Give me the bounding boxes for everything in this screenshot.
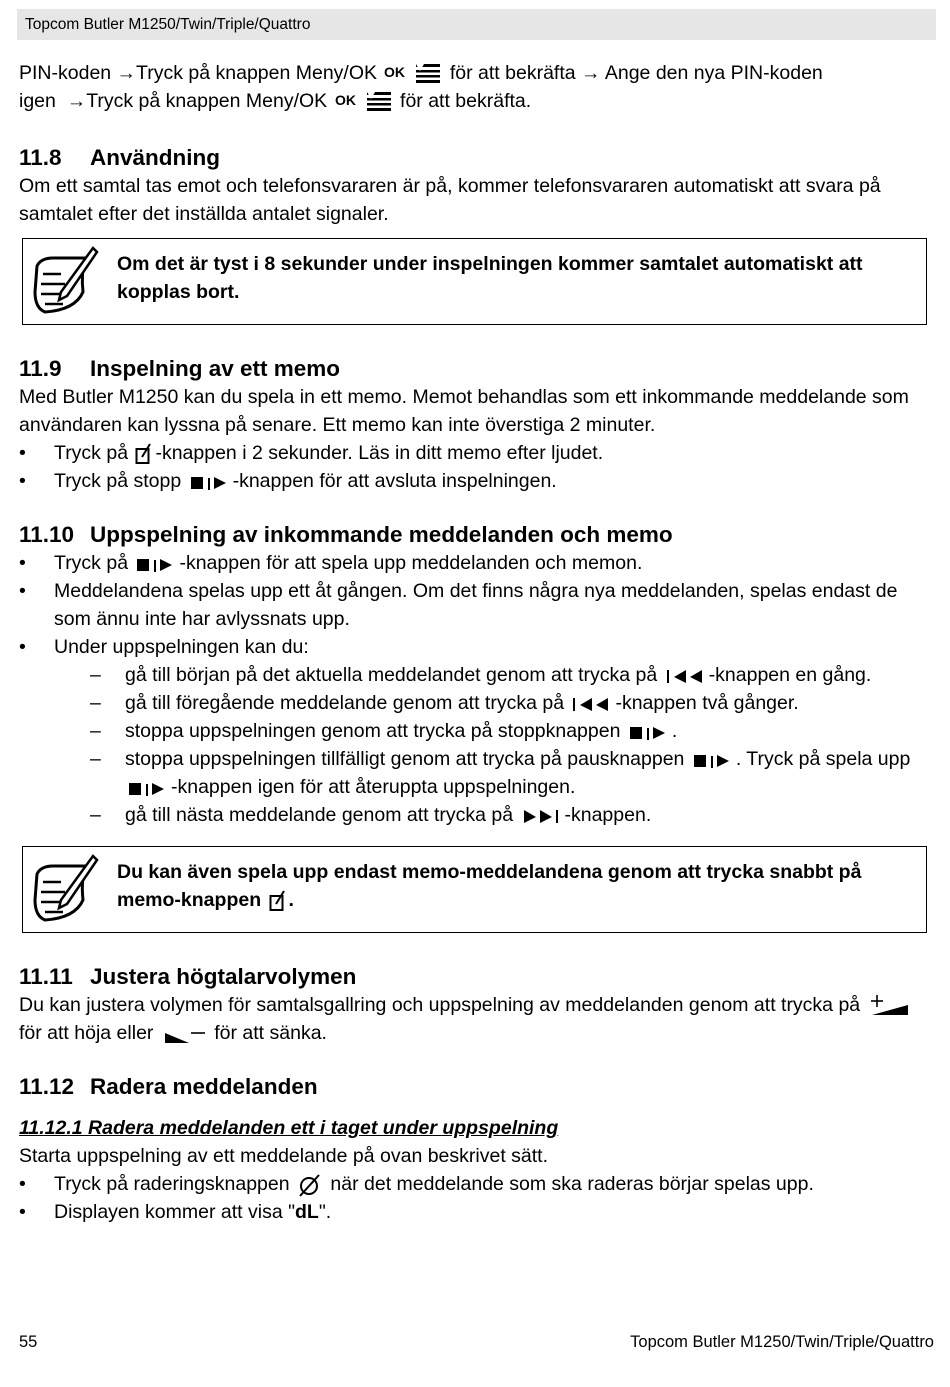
list-item: • Tryck på -knappen för att spela upp meddelanden och memon. (19, 552, 643, 574)
note-text: Om det är tyst i 8 sekunder under inspelningen kommer samtalet automatiskt att kopplas bort. (117, 253, 863, 303)
svg-text:OK: OK (384, 63, 406, 80)
list-item: – stoppa uppspelningen genom att trycka på stoppknappen . (90, 720, 678, 742)
section-heading-11-12: 11.12 Radera meddelanden (19, 1074, 318, 1099)
list-item: • Tryck på stopp -knappen för att avsluta inspelningen. (19, 470, 557, 492)
list-item: • Displayen kommer att visa "dL". (19, 1201, 332, 1223)
section-11-9-body: Med Butler M1250 kan du spela in ett memo. Memot behandlas som ett inkommande meddelande som användaren kan lyssna på senare. Ett memo kan inte överstiga 2 minuter. (19, 386, 909, 436)
list-item: • Tryck på raderingsknappen när det meddelande som ska raderas börjar spelas upp. (19, 1173, 814, 1195)
note-pencil-icon (31, 852, 99, 924)
section-heading-11-11: 11.11 Justera högtalarvolymen (19, 964, 357, 989)
stop-play-icon (628, 723, 670, 741)
volume-up-icon (868, 995, 910, 1017)
delete-icon (297, 1173, 323, 1197)
skip-back-icon (665, 667, 707, 685)
list-item: – gå till föregående meddelande genom att trycka på -knappen två gånger. (90, 692, 799, 714)
note-box (22, 238, 927, 325)
memo-icon (135, 443, 153, 465)
stop-play-icon (189, 473, 231, 491)
list-item: – gå till början på det aktuella meddelandet genom att trycka på -knappen en gång. (90, 664, 872, 686)
playback-options-list (19, 661, 935, 829)
section-11-10-list (19, 549, 935, 661)
list-item: • Meddelandena spelas upp ett åt gången. Om det finns några nya meddelanden, spelas endast de som ännu inte har avlyssnats upp. (19, 580, 898, 630)
subsection-heading: 11.12.1 Radera meddelanden ett i taget under uppspelning (19, 1117, 559, 1139)
section-11-12-body: Starta uppspelning av ett meddelande på ovan beskrivet sätt. (19, 1145, 549, 1167)
intro-paragraph: PIN-koden →Tryck på knappen Meny/OK OK för att bekräfta → Ange den nya PIN-koden igen →Tryck på knappen Meny/OK OK för att bekräfta. (19, 62, 823, 112)
page-number: 55 (19, 1333, 38, 1351)
list-item: • Under uppspelningen kan du: (19, 636, 309, 658)
list-item: • Tryck på -knappen i 2 sekunder. Läs in ditt memo efter ljudet. (19, 442, 604, 464)
page-header (17, 9, 936, 40)
stop-play-icon (135, 555, 177, 573)
ok-menu-icon (384, 63, 442, 85)
header-title: Topcom Butler M1250/Twin/Triple/Quattro (25, 16, 311, 33)
stop-play-icon (692, 751, 734, 769)
list-item: – stoppa uppspelningen tillfälligt genom att trycka på pausknappen . Tryck på spela upp -knappen igen för att återuppta uppspelningen. (90, 748, 911, 798)
note-text: Du kan även spela upp endast memo-meddelandena genom att trycka snabbt på memo-knappen . (117, 861, 862, 911)
list-item: – gå till nästa meddelande genom att trycka på -knappen. (90, 804, 652, 826)
section-heading-11-8: 11.8 Användning (19, 145, 220, 170)
section-11-11-body: Du kan justera volymen för samtalsgallring och uppspelning av meddelanden genom att trycka på för att höja eller för att sänka. (19, 991, 935, 1047)
section-11-8-body: Om ett samtal tas emot och telefonsvararen är på, kommer telefonsvararen automatiskt att svara på samtalet efter det inställda antalet signaler. (19, 175, 881, 225)
section-11-12-list (19, 1170, 935, 1226)
section-heading-11-9: 11.9 Inspelning av ett memo (19, 356, 341, 381)
note-box (22, 846, 927, 933)
section-heading-11-10: 11.10 Uppspelning av inkommande meddelanden och memo (19, 522, 673, 547)
section-11-9-list (19, 439, 935, 495)
skip-back-icon (571, 695, 613, 713)
footer-title: Topcom Butler M1250/Twin/Triple/Quattro (630, 1333, 934, 1351)
memo-icon (269, 890, 287, 912)
svg-text:OK: OK (334, 91, 356, 108)
volume-down-icon (161, 1023, 207, 1045)
note-pencil-icon (31, 244, 99, 316)
ok-menu-icon (335, 91, 393, 113)
page-content (19, 59, 935, 1226)
stop-play-icon (127, 779, 169, 797)
skip-forward-icon (521, 807, 563, 825)
